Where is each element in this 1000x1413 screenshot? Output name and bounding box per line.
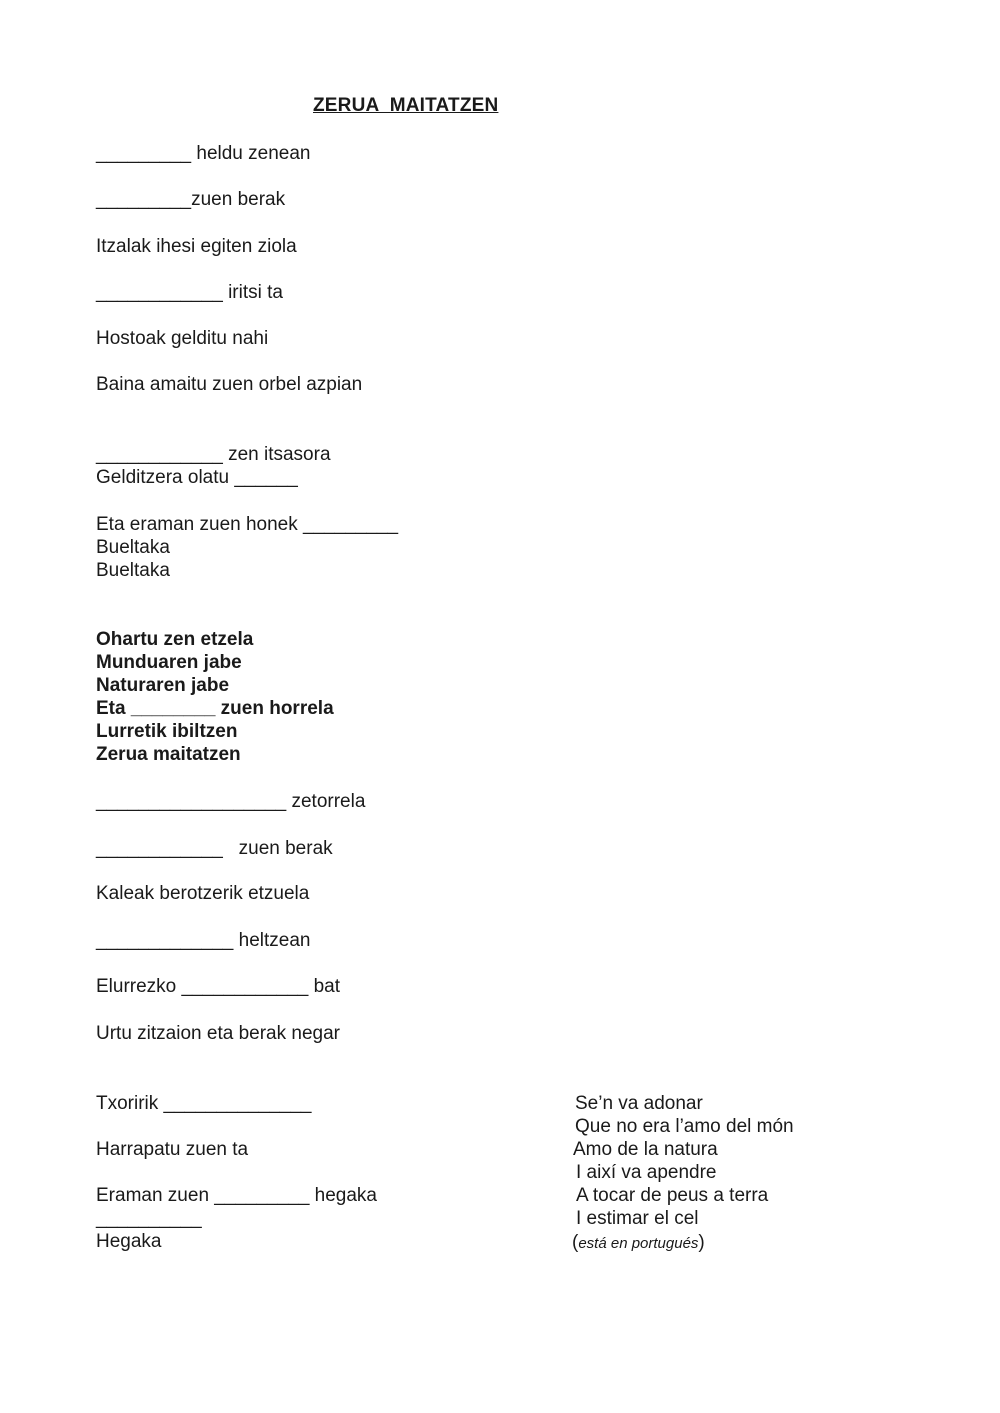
lyric-line-5: Hostoak gelditu nahi [96,328,269,349]
lyric-line-13: ____________ zuen berak [96,838,333,859]
lyric-line-18: Txoririk ______________ [96,1093,312,1114]
lyric-line-2: _________zuen berak [96,189,286,210]
chorus-line-2: Munduaren jabe [96,652,242,673]
lyric-line-12: __________________ zetorrela [96,791,366,812]
lyric-line-14: Kaleak berotzerik etzuela [96,883,310,904]
lyric-line-7: ____________ zen itsasora [96,444,331,465]
lyric-line-15: _____________ heltzean [96,930,311,951]
chorus-line-1: Ohartu zen etzela [96,629,254,650]
lyric-line-19: Harrapatu zuen ta [96,1139,249,1160]
lyric-line-3: Itzalak ihesi egiten ziola [96,236,297,257]
note-close-paren: ) [698,1232,705,1253]
lyric-line-22: Hegaka [96,1231,162,1252]
lyric-line-8: Gelditzera olatu ______ [96,467,298,488]
translation-line-5: A tocar de peus a terra [576,1185,769,1206]
lyric-line-17: Urtu zitzaion eta berak negar [96,1023,340,1044]
lyric-line-21: __________ [96,1208,202,1229]
translation-line-6: I estimar el cel [576,1208,699,1229]
lyric-line-10: Bueltaka [96,537,170,558]
translation-line-1: Se’n va adonar [575,1093,703,1114]
note-open-paren: ( [572,1232,579,1253]
chorus-line-6: Zerua maitatzen [96,744,241,765]
lyric-line-1: _________ heldu zenean [96,143,311,164]
note-text: está en portugués [578,1235,699,1252]
lyric-line-4: ____________ iritsi ta [96,282,283,303]
translation-line-4: I així va apendre [576,1162,717,1183]
chorus-line-3: Naturaren jabe [96,675,230,696]
chorus-line-4: Eta ________ zuen horrela [96,698,334,719]
lyric-line-11: Bueltaka [96,560,170,581]
translation-line-3: Amo de la natura [573,1139,718,1160]
language-note [572,1231,705,1255]
translation-line-2: Que no era l’amo del món [575,1116,794,1137]
page-title: ZERUA MAITATZEN [313,95,499,116]
chorus-line-5: Lurretik ibiltzen [96,721,238,742]
lyric-line-6: Baina amaitu zuen orbel azpian [96,374,363,395]
lyric-line-9: Eta eraman zuen honek _________ [96,514,399,535]
lyric-line-20: Eraman zuen _________ hegaka [96,1185,378,1206]
lyric-line-16: Elurrezko ____________ bat [96,976,341,997]
